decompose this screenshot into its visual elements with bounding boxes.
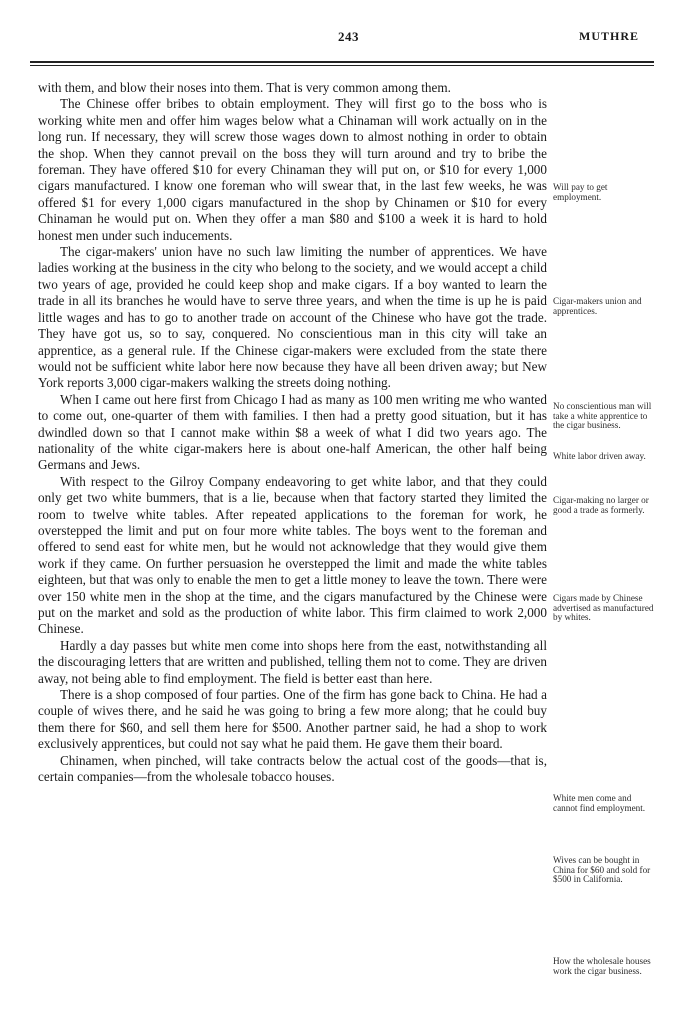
paragraph: There is a shop composed of four parties. One of the firm has gone back to China. He had a couple of wives there, and he said he was going to bring a few more along; that he could buy them there for $60, and sell them here for $500. Another partner said, he had a shop to work exclusively apprentices, but could not say what he paid them. He gave them their board. [38,687,547,752]
header-rule-thin [30,65,654,66]
margin-note: Cigar-makers union and apprentices. [553,296,642,316]
paragraph: Hardly a day passes but white men come into shops here from the east, notwithstanding all the discouraging letters that are written and published, telling them not to come. They are driven away, not being able to find employment. The field is better east than here. [38,637,547,686]
margin-note: No conscientious man will take a white apprentice to the cigar business. [553,401,652,431]
paragraph: With respect to the Gilroy Company endeavoring to get white labor, and that they could only get two white bummers, that is a lie, because when that factory started they limited the room to twelve white tables. After repeated applications to the foreman for work, he overstepped the limit and put on four more white tables. The boys went to the foreman and offered to send east for white men, but he would not acknowledge that they would give them work if they came. On further persuasion he overstepped the limit and made the white tables eighteen, but that was only to enable the men to get a little money to leave the town. There were over 150 white men in the shop at the time, and the cigars manufactured by the Chinese were put on the market and sold as the production of white labor. This firm claimed to work 2,000 Chinese. [38,473,547,637]
margin-note: Cigar-making no larger or good a trade as formerly. [553,495,649,515]
paragraph: The Chinese offer bribes to obtain employment. They will first go to the boss who is working white men and offer him wages below what a Chinaman will work actually on in the long run. If necessary, they will screw those wages down to almost nothing in order to obtain the shop. When they cannot prevail on the boss they will turn around and try to bribe the foreman. They have offered $10 for every Chinaman they will put on, or $10 for every 1,000 cigars manufactured. I know one foreman who will swear that, in the last few weeks, he was offered $1 for every 1,000 cigars manufactured in the shop by Chinamen or $10 for every Chinaman he would put on. When they offer a man $80 and $100 a week it is hard to hold honest men under such inducements. [38,96,547,243]
paragraph: with them, and blow their noses into them. That is very common among them. [38,80,451,95]
page-header [0,0,684,64]
paragraph: When I came out here first from Chicago I had as many as 100 men writing me who wanted to come out, one-quarter of them with families. I then had a pretty good situation, but it has dwindled down so that I cannot make within $8 a week of what I did two years ago. The nationality of the white cigar-makers here is about one-half American, the other half being Germans and Jews. [38,391,547,473]
header-rule-thick [30,61,654,63]
margin-note: White labor driven away. [553,451,646,461]
margin-note: White men come and cannot find employment. [553,793,646,813]
margin-note: Wives can be bought in China for $60 and sold for $500 in California. [553,855,651,885]
margin-note: Cigars made by Chinese advertised as manufactured by whites. [553,593,654,623]
body-text [38,80,547,785]
margin-note: Will pay to get employment. [553,182,608,202]
margin-note: How the wholesale houses work the cigar business. [553,956,651,976]
page-number: 243 [338,29,359,44]
running-head: MUTHRE [579,29,639,43]
paragraph: The cigar-makers' union have no such law limiting the number of apprentices. We have ladies working at the business in the city who belong to the society, and we would accept a child two years of age, provided he could keep shop and make cigars. If a boy wanted to learn the trade in all its branches he would have to serve three years, and when the time is up he is paid little wages and has to go to another trade on account of the Chinese who have got the trade. They have got us, so to say, conquered. No conscientious man in this city will take an apprentice, as a general rule. If the Chinese cigar-makers were excluded from the state there would not be sufficient white labor here now because they have all been driven away; but New York reports 3,000 cigar-makers walking the streets doing nothing. [38,244,547,391]
paragraph: Chinamen, when pinched, will take contracts below the actual cost of the goods—that is, certain companies—from the wholesale tobacco houses. [38,752,547,785]
